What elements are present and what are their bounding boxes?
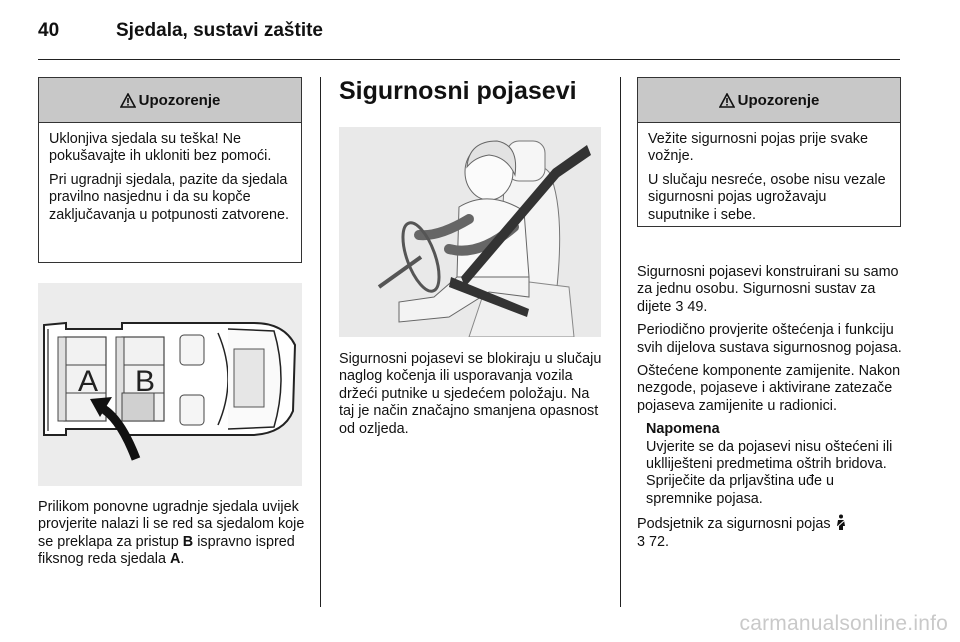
caption-seat-a: A (170, 551, 181, 568)
section-heading: Sigurnosni pojasevi (339, 77, 577, 105)
warning-paragraph: U slučaju nesreće, osobe nisu vezale sigurnosni pojas ugrožavaju suputnike i sebe. (648, 171, 886, 223)
paragraph-text: Sigurnosni pojasevi konstruirani su samo za jednu osobu. Sigurnosni sustav za dijete (637, 264, 899, 315)
warning-header (638, 78, 900, 123)
seat-caption (38, 499, 308, 569)
caption-seat-b: B (182, 533, 194, 550)
note-label: Napomena (646, 421, 720, 438)
body-paragraph: Oštećene komponente zamijenite. Nakon nezgode, pojaseve i aktivirane zatezače pojaseva zamijenite u radionici. (637, 363, 901, 414)
driver-with-seatbelt-illustration (339, 127, 601, 337)
warning-paragraph: Pri ugradnji sjedala, pazite da sjedala pravilno nasjednu i da su kopče zaključavanja u potpunosti zatvorene. (49, 171, 289, 223)
van-seat-diagram (38, 283, 302, 486)
column-divider-right (620, 77, 621, 607)
seat-layout-figure (38, 283, 302, 486)
body-paragraph (637, 514, 903, 551)
body-paragraph: Sigurnosni pojasevi se blokiraju u slučaju naglog kočenja ili usporavanja vozila držeći putnike u sjedećem položaju. Na taj je način značajno smanjena opasnost od ozljeda. (339, 351, 602, 437)
warning-paragraph: Vežite sigurnosni pojas prije svake vožnje. (648, 131, 868, 165)
column-divider-left (320, 77, 321, 607)
caption-text: . (180, 551, 185, 568)
warning-title: Upozorenje (138, 91, 221, 109)
note-text: Uvjerite se da pojasevi nisu oštećeni ili uklliješteni predmetima oštrih bridova. Spriječite da prljavština uđe u spremnike pojasa. (646, 438, 893, 507)
watermark: carmanualsonline.info (739, 612, 948, 635)
page-ref-icon: 3 (675, 298, 684, 315)
warning-paragraph: Uklonjiva sjedala su teška! Ne pokušavajte ih ukloniti bez pomoći. (49, 131, 272, 165)
seatbelt-reminder-icon (835, 514, 847, 530)
warning-triangle-icon (719, 93, 735, 108)
page-number: 40 (38, 20, 60, 41)
seat-label-b: B (135, 365, 156, 398)
caption-text: ispravno ispred fiksnog reda sjedala (38, 533, 295, 568)
body-paragraph: Periodično provjerite oštećenja i funkciju svih dijelova sustava sigurnosnog pojasa. (637, 322, 902, 356)
seat-label-a: A (78, 365, 99, 398)
header-rule (38, 59, 900, 60)
seatbelt-figure (339, 127, 601, 337)
right-column-text (637, 264, 903, 551)
paragraph-text: Podsjetnik za sigurnosni pojas (637, 516, 831, 533)
note-block (637, 421, 903, 508)
warning-body (638, 123, 900, 232)
warning-title: Upozorenje (737, 91, 820, 109)
warning-box-left (38, 77, 302, 263)
warning-header (39, 78, 301, 123)
page-reference[interactable]: 72. (649, 533, 670, 550)
running-title: Sjedala, sustavi zaštite (116, 20, 323, 41)
middle-paragraph (339, 351, 604, 444)
warning-triangle-icon (120, 93, 136, 108)
page-reference[interactable]: 49. (687, 298, 708, 315)
warning-body (39, 123, 301, 232)
caption-text: Prilikom ponovne ugradnje sjedala uvijek provjerite nalazi li se red sa sjedalom koje se preklapa za pristup (38, 499, 305, 550)
warning-box-right (637, 77, 901, 227)
body-paragraph (637, 264, 903, 316)
page-ref-icon: 3 (637, 533, 646, 550)
